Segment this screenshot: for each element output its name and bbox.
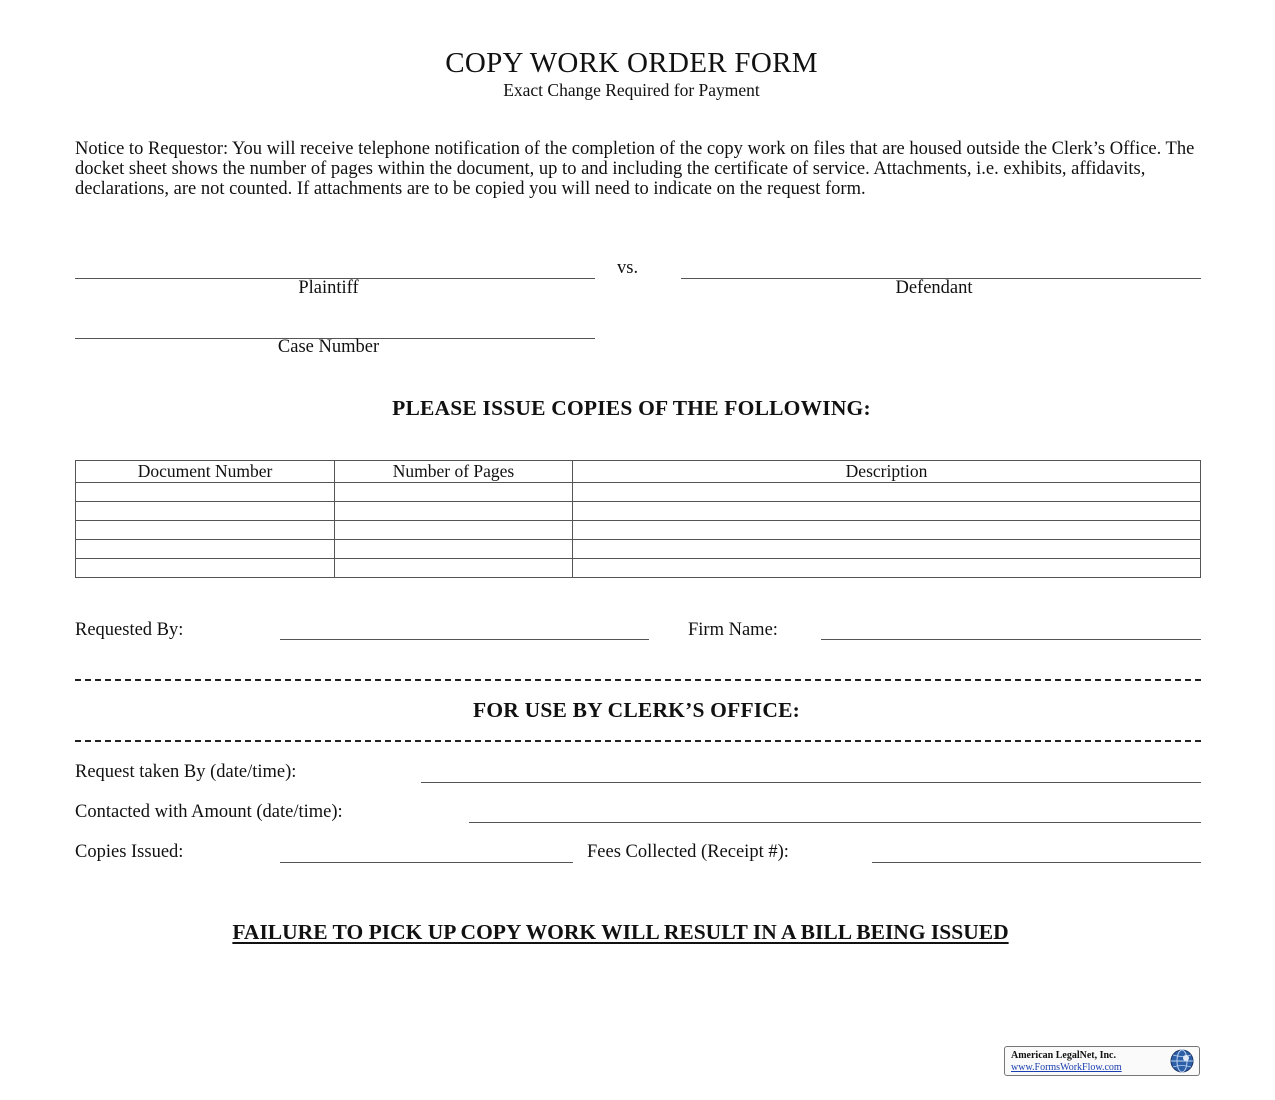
request-taken-label: Request taken By (date/time): <box>75 762 297 782</box>
firm-name-label: Firm Name: <box>688 620 778 640</box>
number-of-pages-cell[interactable] <box>335 483 573 502</box>
column-header-document-number: Document Number <box>76 461 335 483</box>
requested-by-field[interactable] <box>280 639 649 640</box>
company-url-link[interactable]: www.FormsWorkFlow.com <box>1011 1062 1122 1073</box>
clerk-heading: FOR USE BY CLERK’S OFFICE: <box>473 698 800 722</box>
number-of-pages-cell[interactable] <box>335 540 573 559</box>
defendant-label: Defendant <box>895 278 973 298</box>
case-number-label: Case Number <box>277 337 380 357</box>
copies-issued-label: Copies Issued: <box>75 842 184 862</box>
fees-collected-field[interactable] <box>872 862 1201 863</box>
copies-table <box>75 460 1201 578</box>
form-subtitle: Exact Change Required for Payment <box>503 80 760 100</box>
contacted-amount-label: Contacted with Amount (date/time): <box>75 802 343 822</box>
number-of-pages-cell[interactable] <box>335 521 573 540</box>
fees-collected-label: Fees Collected (Receipt #): <box>587 842 789 862</box>
footer-logo-badge[interactable] <box>1004 1046 1200 1076</box>
description-cell[interactable] <box>573 483 1201 502</box>
document-number-cell[interactable] <box>76 483 335 502</box>
document-number-cell[interactable] <box>76 559 335 578</box>
document-number-cell[interactable] <box>76 502 335 521</box>
dashed-divider-bottom <box>75 740 1201 742</box>
description-cell[interactable] <box>573 502 1201 521</box>
notice-paragraph: Notice to Requestor: You will receive telephone notification of the completion of the copy work on files that are housed outside the Clerk’s Office. The docket sheet shows the number of pages within the document, up to and including the certificate of service. Attachments, i.e. exhibits, affidavits, declarations, are not counted. If attachments are to be copied you will need to indicate on the request form. <box>75 139 1195 199</box>
contacted-amount-field[interactable] <box>469 822 1201 823</box>
globe-logo-icon <box>1168 1048 1196 1074</box>
table-header-row <box>76 461 1201 483</box>
description-cell[interactable] <box>573 521 1201 540</box>
column-header-description: Description <box>573 461 1201 483</box>
plaintiff-label: Plaintiff <box>298 278 359 298</box>
table-row <box>76 483 1201 502</box>
table-row <box>76 559 1201 578</box>
table-row <box>76 540 1201 559</box>
form-title: COPY WORK ORDER FORM <box>445 47 818 79</box>
number-of-pages-cell[interactable] <box>335 502 573 521</box>
pickup-warning: FAILURE TO PICK UP COPY WORK WILL RESULT IN A BILL BEING ISSUED <box>232 920 1009 944</box>
document-number-cell[interactable] <box>76 540 335 559</box>
description-cell[interactable] <box>573 540 1201 559</box>
document-number-cell[interactable] <box>76 521 335 540</box>
copies-issued-field[interactable] <box>280 862 573 863</box>
number-of-pages-cell[interactable] <box>335 559 573 578</box>
description-cell[interactable] <box>573 559 1201 578</box>
column-header-number-of-pages: Number of Pages <box>335 461 573 483</box>
request-taken-field[interactable] <box>421 782 1201 783</box>
firm-name-field[interactable] <box>821 639 1201 640</box>
requested-by-label: Requested By: <box>75 620 184 640</box>
company-name: American LegalNet, Inc. <box>1011 1050 1116 1061</box>
vs-label: vs. <box>617 258 639 278</box>
copies-heading: PLEASE ISSUE COPIES OF THE FOLLOWING: <box>392 396 871 420</box>
table-row <box>76 521 1201 540</box>
dashed-divider-top <box>75 679 1201 681</box>
table-row <box>76 502 1201 521</box>
